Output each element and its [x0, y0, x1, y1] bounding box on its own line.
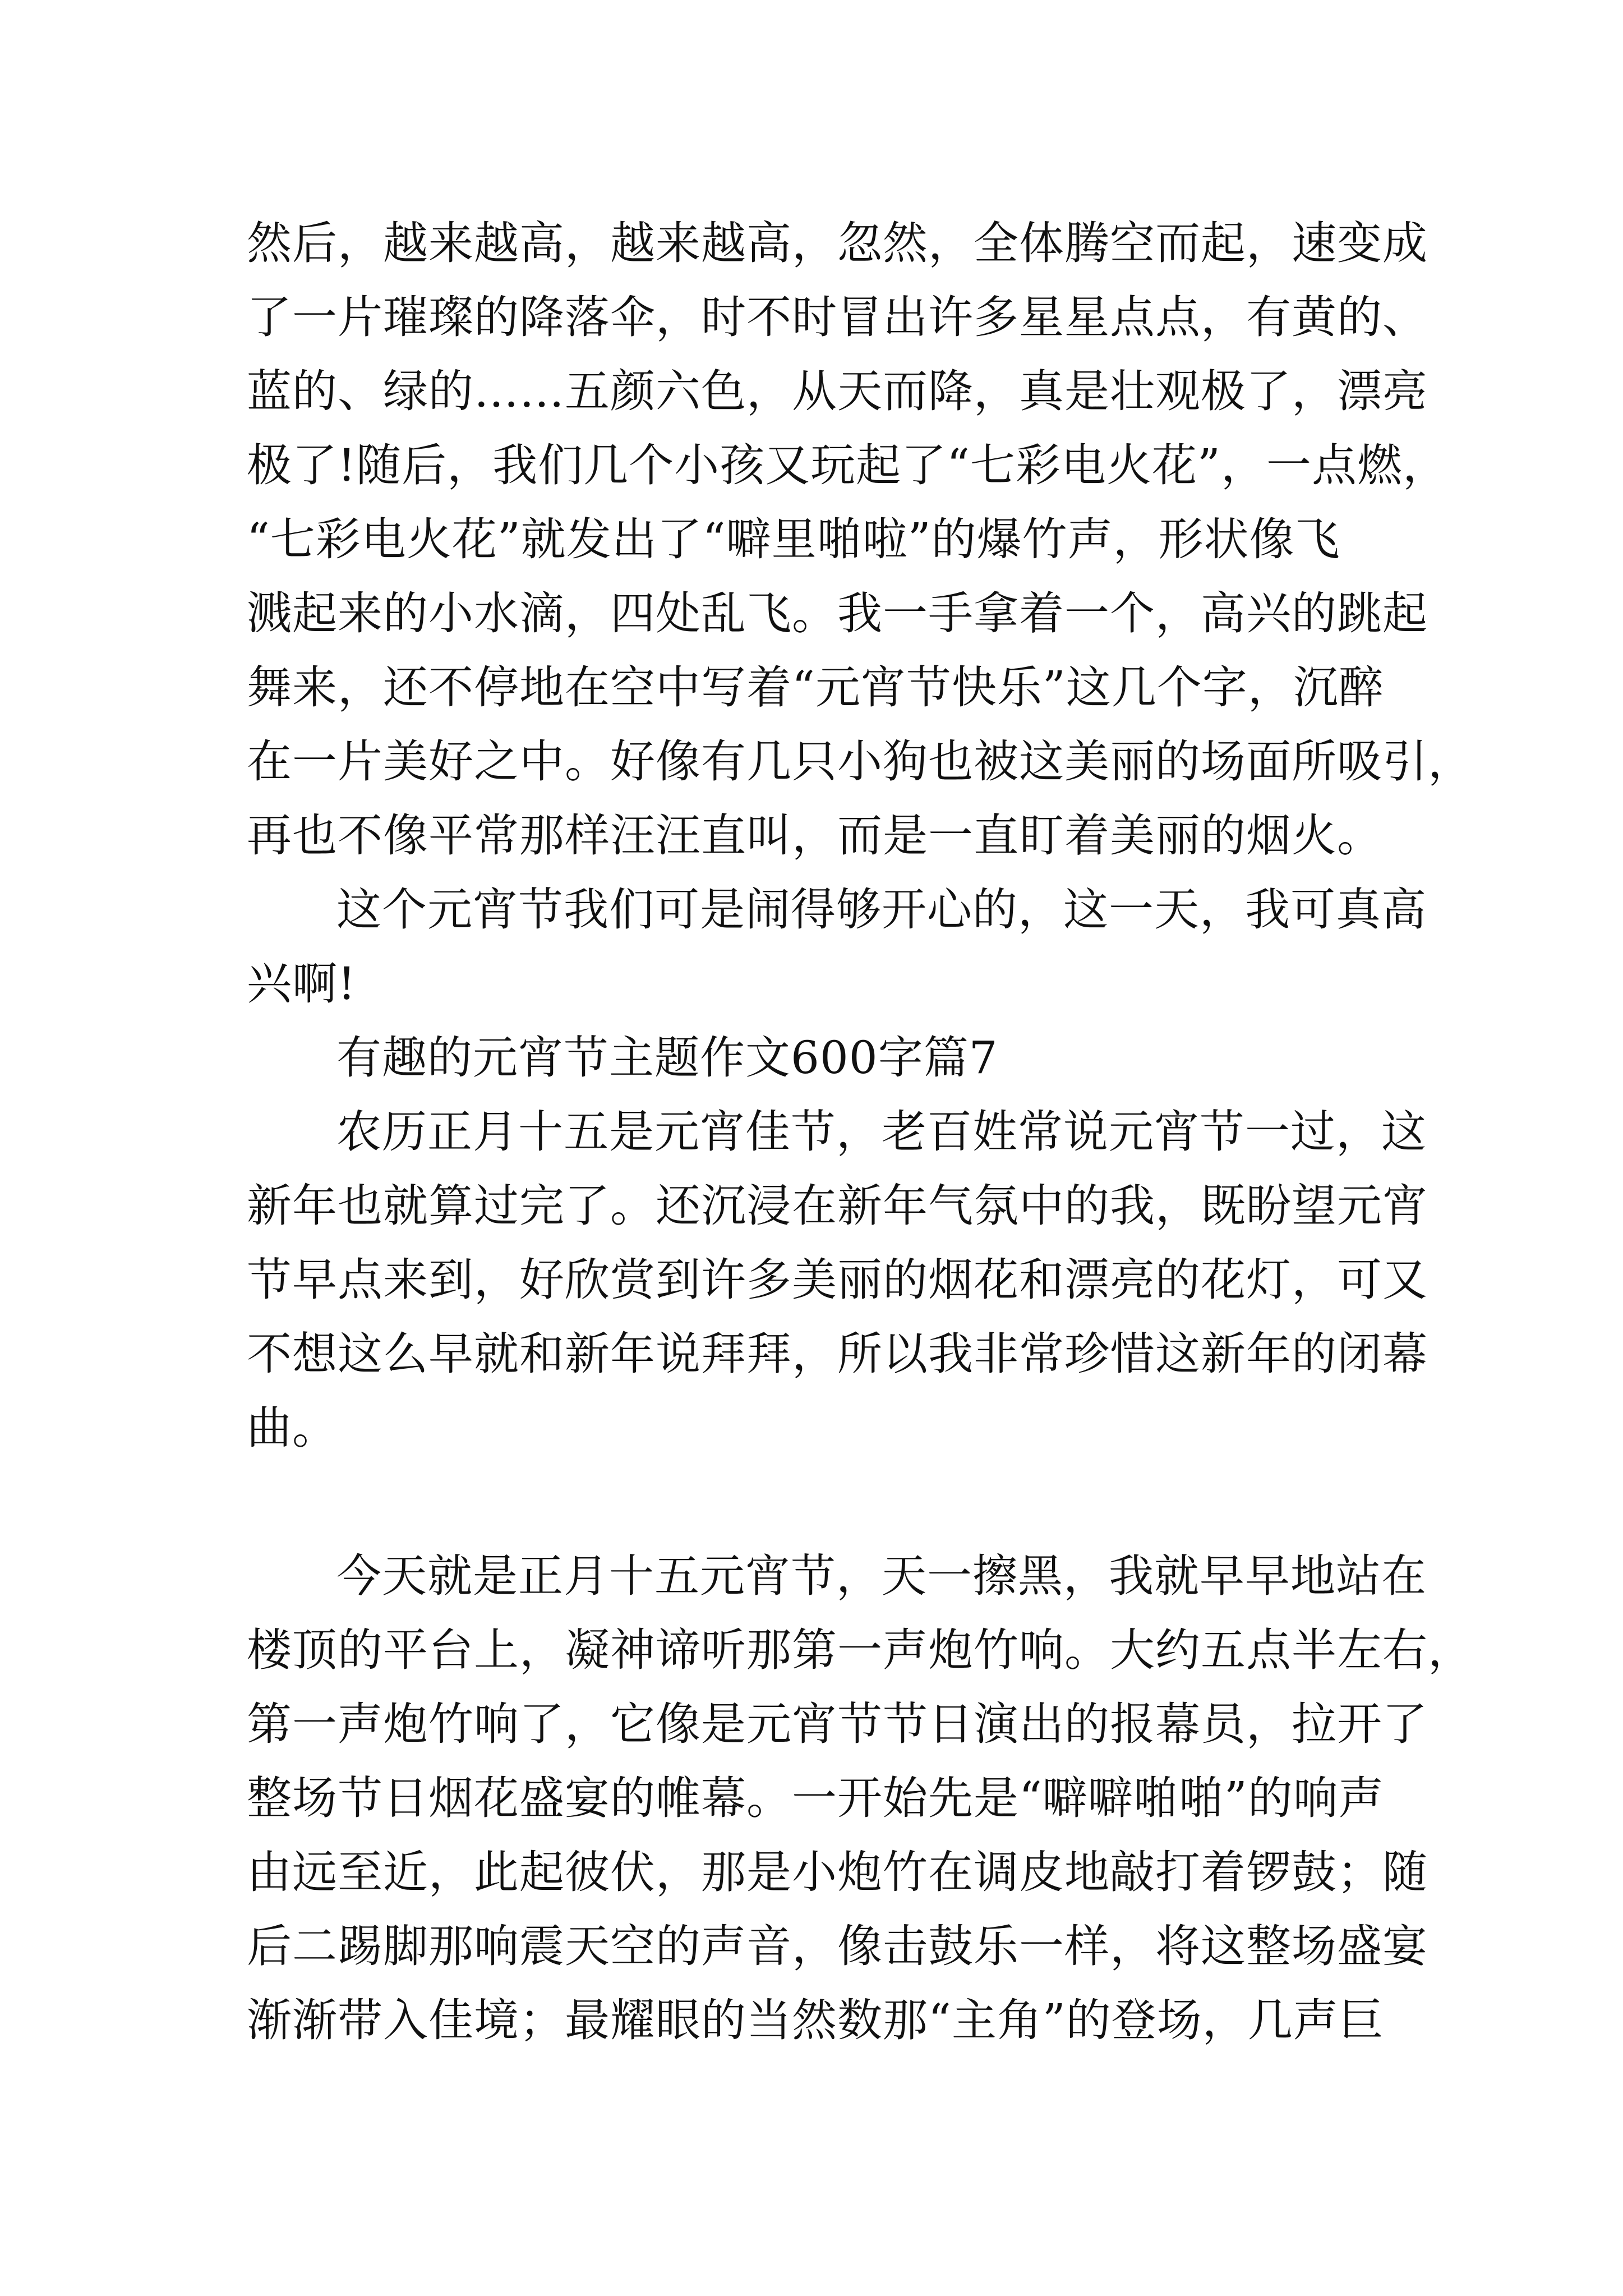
- text-line: 极了!随后，我们几个小孩又玩起了“七彩电火花”，一点燃，: [247, 439, 1448, 491]
- text-line: 曲。: [247, 1402, 338, 1454]
- text-line: 舞来，还不停地在空中写着“元宵节快乐”这几个字，沉醉: [247, 661, 1384, 714]
- text-line: 第一声炮竹响了，它像是元宵节节日演出的报幕员，拉开了: [247, 1698, 1428, 1750]
- text-line: 由远至近，此起彼伏，那是小炮竹在调皮地敲打着锣鼓；随: [247, 1846, 1428, 1898]
- text-line: 新年也就算过完了。还沉浸在新年气氛中的我，既盼望元宵: [247, 1180, 1428, 1232]
- text-line: 农历正月十五是元宵佳节，老百姓常说元宵节一过，这: [336, 1106, 1427, 1158]
- text-line: 渐渐带入佳境；最耀眼的当然数那“主角”的登场，几声巨: [247, 1994, 1384, 2046]
- text-line: 楼顶的平台上，凝神谛听那第一声炮竹响。大约五点半左右，: [247, 1624, 1473, 1676]
- text-line: 兴啊!: [247, 958, 357, 1010]
- text-line: 了一片璀璨的降落伞，时不时冒出许多星星点点，有黄的、: [247, 291, 1428, 343]
- text-line: 蓝的、绿的……五颜六色，从天而降，真是壮观极了，漂亮: [247, 365, 1428, 417]
- text-line: 今天就是正月十五元宵节，天一擦黑，我就早早地站在: [336, 1550, 1427, 1602]
- text-line: 再也不像平常那样汪汪直叫，而是一直盯着美丽的烟火。: [247, 809, 1382, 862]
- text-line: 不想这么早就和新年说拜拜，所以我非常珍惜这新年的闭幕: [247, 1328, 1428, 1380]
- text-line: “七彩电火花”就发出了“噼里啪啦”的爆竹声，形状像飞: [247, 513, 1340, 565]
- document-body: [247, 217, 1473, 2068]
- text-line: 溅起来的小水滴，四处乱飞。我一手拿着一个，高兴的跳起: [247, 587, 1428, 639]
- text-line: 整场节日烟花盛宴的帷幕。一开始先是“噼噼啪啪”的响声: [247, 1772, 1384, 1824]
- text-line: 节早点来到，好欣赏到许多美丽的烟花和漂亮的花灯，可又: [247, 1254, 1428, 1306]
- text-line: 这个元宵节我们可是闹得够开心的，这一天，我可真高: [336, 884, 1427, 936]
- section-heading: 有趣的元宵节主题作文600字篇7: [336, 1032, 998, 1084]
- text-line: 然后，越来越高，越来越高，忽然，全体腾空而起，速变成: [247, 217, 1428, 269]
- paragraph-gap: [247, 1475, 1391, 1549]
- text-line: 后二踢脚那响震天空的声音，像击鼓乐一样，将这整场盛宴: [247, 1920, 1428, 1972]
- text-line: 在一片美好之中。好像有几只小狗也被这美丽的场面所吸引，: [247, 735, 1473, 788]
